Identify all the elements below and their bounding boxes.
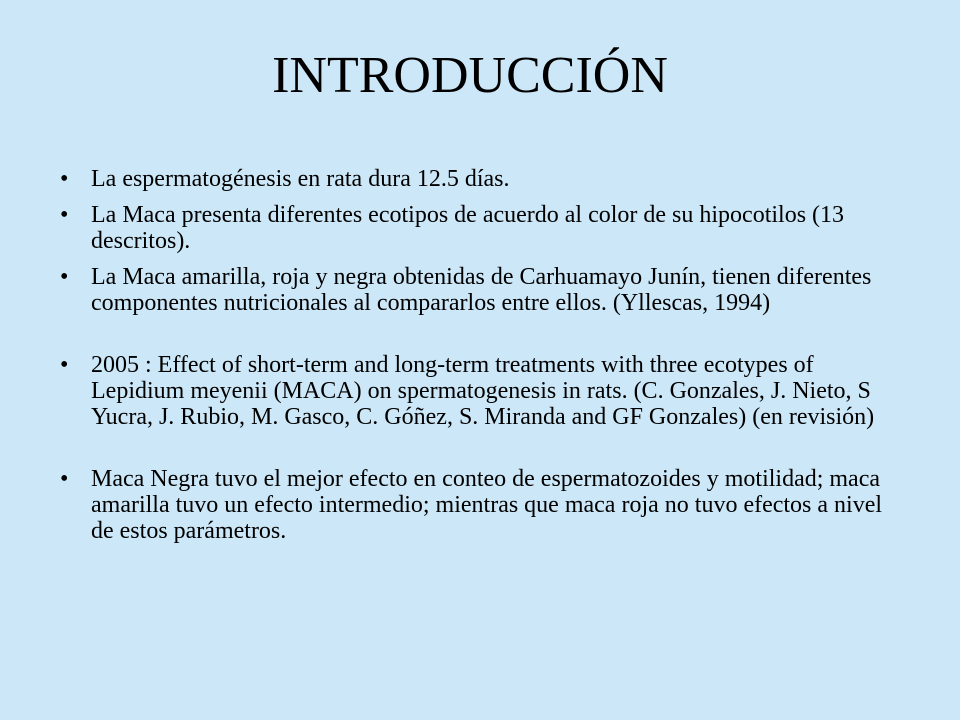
bullet-dot-icon: • xyxy=(60,466,69,492)
bullet-dot-icon: • xyxy=(60,352,69,378)
bullet-text: Maca Negra tuvo el mejor efecto en conteo de espermatozoides y motilidad; maca amarilla tuvo un efecto intermedio; mientras que maca roja no tuvo efectos a nivel de estos parámetros. xyxy=(91,466,883,544)
bullet-text: La espermatogénesis en rata dura 12.5 días. xyxy=(91,166,510,192)
bullet-dot-icon: • xyxy=(60,166,69,192)
bullet-dot-icon: • xyxy=(60,264,69,290)
slide-title: INTRODUCCIÓN xyxy=(272,47,668,104)
bullet-list xyxy=(54,166,904,554)
bullet-item-5 xyxy=(54,466,904,544)
bullet-text: 2005 : Effect of short-term and long-term treatments with three ecotypes of Lepidium meyenii (MACA) on spermatogenesis in rats. (C. Gonzales, J. Nieto, S Yucra, J. Rubio, M. Gasco, C. Góñez, S. Miranda and GF Gonzales) (en revisión) xyxy=(91,352,875,430)
bullet-item-3 xyxy=(54,264,904,316)
bullet-item-4 xyxy=(54,352,904,430)
bullet-dot-icon: • xyxy=(60,202,69,228)
bullet-item-1 xyxy=(54,166,904,192)
bullet-text: La Maca presenta diferentes ecotipos de acuerdo al color de su hipocotilos (13 descritos). xyxy=(91,202,845,254)
bullet-text: La Maca amarilla, roja y negra obtenidas de Carhuamayo Junín, tienen diferentes componentes nutricionales al compararlos entre ellos. (Yllescas, 1994) xyxy=(91,264,872,316)
bullet-item-2 xyxy=(54,202,904,254)
